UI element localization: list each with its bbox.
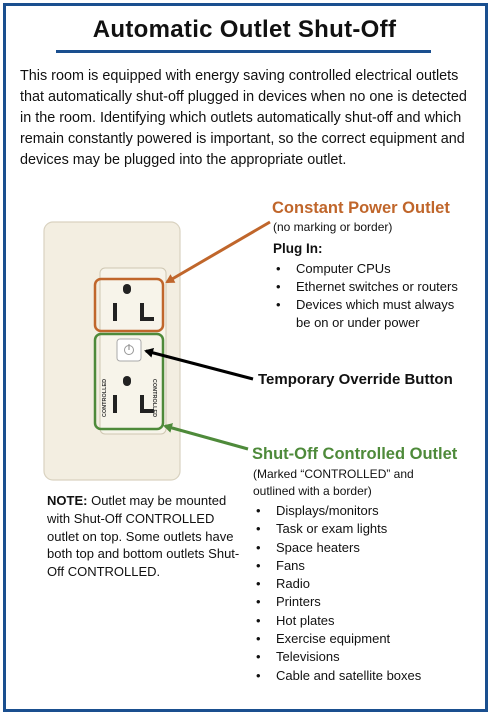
constant-list [272,260,467,332]
list-item: • Task or exam lights [252,520,462,538]
list-item: • Space heaters [252,539,462,557]
plug-in-label: Plug In: [273,241,323,256]
list-item: • Displays/monitors [252,502,462,520]
list-item: • Printers [252,593,462,611]
list-item: • Televisions [252,648,462,666]
controlled-marking-right: CONTROLLED [151,378,157,418]
list-item: • Radio [252,575,462,593]
note-text: Outlet may be mounted with Shut-Off CONTROLLED outlet on top. Some outlets have both top and bottom outlets Shut-Off CONTROLLED. [47,493,240,580]
controlled-list [252,502,462,685]
list-item: • Fans [252,557,462,575]
list-item: • Devices which must always be on or under power [272,296,467,332]
note-label: NOTE: [47,493,88,508]
list-item: • Exercise equipment [252,630,462,648]
controlled-heading: Shut-Off Controlled Outlet [252,445,458,463]
intro-paragraph: This room is equipped with energy saving controlled electrical outlets that automatically shut-off plugged in devices when no one is detected in the room. Identifying which outlets automatically shut-off and which remain constantly powered is important, so the correct equipment and devices may be plugged into the appropriate outlet. [20,68,467,168]
constant-subtitle: (no marking or border) [273,220,393,234]
constant-arrow [167,222,270,282]
override-label: Temporary Override Button [258,371,453,388]
controlled-marking-left: CONTROLLED [102,378,108,418]
list-item: • Cable and satellite boxes [252,667,462,685]
note-block [47,492,247,581]
constant-heading: Constant Power Outlet [272,199,450,217]
list-item: • Computer CPUs [272,260,467,278]
controlled-subtitle: (Marked “CONTROLLED” and outlined with a border) [253,467,414,498]
list-item: • Hot plates [252,612,462,630]
list-item: • Ethernet switches or routers [272,278,467,296]
page-title: Automatic Outlet Shut-Off [92,16,397,43]
